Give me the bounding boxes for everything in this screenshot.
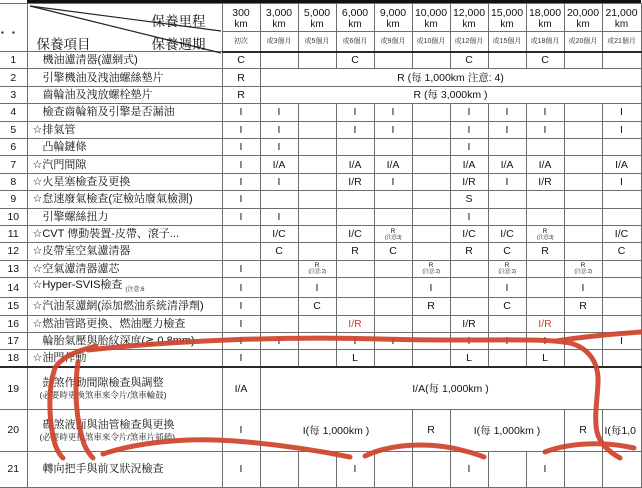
schedule-cell: I/A <box>488 156 526 173</box>
schedule-cell: C <box>336 52 374 69</box>
mileage-col-header: 300 km <box>222 4 260 32</box>
schedule-cell <box>412 156 450 173</box>
schedule-cell <box>298 451 336 487</box>
schedule-cell <box>412 173 450 190</box>
schedule-cell: R <box>412 298 450 315</box>
table-row <box>0 243 641 260</box>
schedule-cell <box>222 243 260 260</box>
schedule-cell <box>602 350 641 367</box>
row-label: ☆皮帶室空氣濾清器 <box>27 243 222 260</box>
schedule-cell <box>260 298 298 315</box>
schedule-cell <box>564 208 602 225</box>
schedule-cell: I/C <box>336 225 374 242</box>
schedule-cell <box>412 451 450 487</box>
schedule-cell: C <box>222 52 260 69</box>
table-row <box>0 121 641 138</box>
schedule-cell <box>374 208 412 225</box>
schedule-cell: I <box>222 315 260 332</box>
schedule-cell: I <box>222 156 260 173</box>
schedule-cell <box>564 138 602 155</box>
schedule-cell <box>298 191 336 208</box>
schedule-cell: I <box>488 278 526 298</box>
schedule-cell <box>412 121 450 138</box>
schedule-cell <box>450 260 488 277</box>
schedule-cell <box>298 333 336 350</box>
schedule-cell <box>298 225 336 242</box>
corner-number-header <box>0 4 27 52</box>
schedule-cell: R <box>450 243 488 260</box>
schedule-cell: C <box>526 52 564 69</box>
schedule-cell <box>260 315 298 332</box>
period-col-header: 或15個月 <box>488 32 526 52</box>
schedule-cell: I/A <box>526 156 564 173</box>
schedule-cell <box>602 138 641 155</box>
schedule-cell: R <box>526 243 564 260</box>
schedule-cell <box>564 121 602 138</box>
period-col-header: 或3個月 <box>260 32 298 52</box>
schedule-cell: I <box>374 121 412 138</box>
schedule-cell <box>602 52 641 69</box>
schedule-cell <box>564 104 602 121</box>
schedule-cell: I <box>222 409 260 451</box>
row-label: 鼓煞作動間隙檢查與調整 (必要時更換煞車來令片/煞車輪鼓) <box>27 367 222 409</box>
schedule-cell <box>336 298 374 315</box>
schedule-cell <box>412 104 450 121</box>
schedule-cell: I <box>602 104 641 121</box>
mileage-header-label: 保養里程 <box>151 14 206 29</box>
schedule-cell: I/R <box>450 173 488 190</box>
schedule-cell: R (注意: 2) <box>564 260 602 277</box>
schedule-cell: I <box>526 333 564 350</box>
table-row <box>0 86 641 103</box>
schedule-cell: R <box>222 69 260 86</box>
schedule-cell <box>564 243 602 260</box>
schedule-cell: C <box>488 298 526 315</box>
schedule-cell: I/R <box>336 173 374 190</box>
schedule-cell <box>488 191 526 208</box>
period-col-header: 或6個月 <box>336 32 374 52</box>
row-number: 2 <box>0 69 27 86</box>
period-col-header: 或5個月 <box>298 32 336 52</box>
schedule-cell: I <box>374 333 412 350</box>
schedule-cell <box>336 191 374 208</box>
schedule-cell <box>412 52 450 69</box>
table-row <box>0 173 641 190</box>
schedule-cell: I/C <box>260 225 298 242</box>
schedule-cell <box>374 451 412 487</box>
row-number: 12 <box>0 243 27 260</box>
schedule-cell: I <box>222 173 260 190</box>
schedule-cell: C <box>488 243 526 260</box>
schedule-cell: I <box>374 104 412 121</box>
schedule-cell <box>488 350 526 367</box>
row-label: 碟煞液面與油管檢查與更換 (必要時更換煞車來令片/煞車片插銷) <box>27 409 222 451</box>
row-label: ☆燃油管路更換、燃油壓力檢查 <box>27 315 222 332</box>
schedule-cell: I <box>260 333 298 350</box>
schedule-cell: I <box>336 121 374 138</box>
schedule-cell: R <box>222 86 260 103</box>
row-label: ☆汽門間隙 <box>27 156 222 173</box>
schedule-cell: I <box>488 173 526 190</box>
schedule-cell <box>488 138 526 155</box>
schedule-cell <box>602 278 641 298</box>
schedule-cell <box>526 138 564 155</box>
schedule-cell: I(每1,0 <box>602 409 641 451</box>
schedule-cell: I <box>450 208 488 225</box>
table-row <box>0 315 641 332</box>
schedule-cell: R <box>564 409 602 451</box>
schedule-cell <box>526 278 564 298</box>
row-label: 轉向把手與前叉狀況檢查 <box>27 451 222 487</box>
mileage-col-header: 18,000 km <box>526 4 564 32</box>
schedule-cell: I <box>260 138 298 155</box>
row-label: 凸輪鏈條 <box>27 138 222 155</box>
schedule-cell: I <box>526 121 564 138</box>
schedule-cell: I(每 1,000km ) <box>450 409 564 451</box>
period-col-header: 或9個月 <box>374 32 412 52</box>
row-number: 16 <box>0 315 27 332</box>
table-row <box>0 225 641 242</box>
schedule-cell: I <box>260 121 298 138</box>
row-number: 15 <box>0 298 27 315</box>
schedule-cell: I/C <box>602 225 641 242</box>
schedule-cell: R (注意: 2) <box>298 260 336 277</box>
table-row <box>0 52 641 69</box>
schedule-cell <box>336 260 374 277</box>
schedule-cell: L <box>450 350 488 367</box>
table-row <box>0 208 641 225</box>
schedule-cell: I <box>222 191 260 208</box>
schedule-cell: I <box>222 121 260 138</box>
schedule-cell <box>298 104 336 121</box>
schedule-cell <box>602 191 641 208</box>
maintenance-table <box>0 3 642 488</box>
period-col-header: 或20個月 <box>564 32 602 52</box>
schedule-cell <box>374 350 412 367</box>
mileage-col-header: 6,000 km <box>336 4 374 32</box>
mileage-col-header: 3,000 km <box>260 4 298 32</box>
period-col-header: 或10個月 <box>412 32 450 52</box>
schedule-cell: I <box>222 451 260 487</box>
schedule-cell: S <box>450 191 488 208</box>
schedule-cell: I <box>450 451 488 487</box>
schedule-cell <box>336 278 374 298</box>
schedule-cell <box>298 315 336 332</box>
table-row <box>0 260 641 277</box>
row-label: 機油濾清器(濾網式) <box>27 52 222 69</box>
row-number: 5 <box>0 121 27 138</box>
schedule-cell: I <box>450 138 488 155</box>
schedule-cell: I <box>564 278 602 298</box>
row-label: ☆火星塞檢查及更換 <box>27 173 222 190</box>
schedule-cell <box>564 173 602 190</box>
row-label-note: (注意:6 <box>125 287 145 294</box>
mileage-col-header: 5,000 km <box>298 4 336 32</box>
mileage-col-header: 21,000 km <box>602 4 641 32</box>
schedule-cell: C <box>602 243 641 260</box>
table-row <box>0 278 641 298</box>
row-number: 10 <box>0 208 27 225</box>
row-number: 9 <box>0 191 27 208</box>
schedule-cell <box>488 315 526 332</box>
row-number: 7 <box>0 156 27 173</box>
schedule-cell <box>298 350 336 367</box>
schedule-cell: I <box>222 333 260 350</box>
period-col-header: 或18個月 <box>526 32 564 52</box>
schedule-cell <box>374 298 412 315</box>
schedule-cell: R (注意: 2) <box>412 260 450 277</box>
schedule-cell: R <box>412 409 450 451</box>
mileage-col-header: 10,000 km <box>412 4 450 32</box>
row-number: 21 <box>0 451 27 487</box>
schedule-cell <box>412 333 450 350</box>
row-label: ☆油門作動 <box>27 350 222 367</box>
schedule-cell: I <box>260 104 298 121</box>
schedule-cell <box>298 243 336 260</box>
schedule-cell: I <box>602 121 641 138</box>
row-label: 引擎機油及洩油螺絲墊片 <box>27 69 222 86</box>
schedule-cell: I/R <box>526 315 564 332</box>
schedule-cell <box>488 52 526 69</box>
schedule-cell <box>260 451 298 487</box>
schedule-cell <box>260 52 298 69</box>
schedule-cell: I/C <box>488 225 526 242</box>
schedule-cell <box>564 315 602 332</box>
table-row <box>0 138 641 155</box>
schedule-cell <box>260 260 298 277</box>
schedule-cell <box>260 350 298 367</box>
schedule-cell: I/A <box>602 156 641 173</box>
schedule-cell <box>450 278 488 298</box>
schedule-cell <box>298 208 336 225</box>
table-row <box>0 298 641 315</box>
schedule-cell <box>412 315 450 332</box>
schedule-cell: I <box>526 451 564 487</box>
schedule-cell <box>412 138 450 155</box>
schedule-cell: I/R <box>336 315 374 332</box>
schedule-cell <box>564 350 602 367</box>
row-number: 20 <box>0 409 27 451</box>
schedule-cell: I/C <box>450 225 488 242</box>
schedule-cell <box>298 52 336 69</box>
schedule-cell: R (每 3,000km ) <box>260 86 641 103</box>
table-row <box>0 69 641 86</box>
schedule-cell: I <box>450 104 488 121</box>
schedule-cell <box>526 191 564 208</box>
row-number: 3 <box>0 86 27 103</box>
row-number: 4 <box>0 104 27 121</box>
table-row <box>0 156 641 173</box>
schedule-cell <box>564 191 602 208</box>
table-row <box>0 333 641 350</box>
row-number: 18 <box>0 350 27 367</box>
schedule-cell: I <box>374 173 412 190</box>
schedule-cell: L <box>526 350 564 367</box>
schedule-cell <box>602 260 641 277</box>
schedule-cell <box>564 225 602 242</box>
row-sublabel: (必要時更換煞車來令片/煞車輪鼓) <box>39 390 167 401</box>
schedule-cell: R (注意:3) <box>374 225 412 242</box>
schedule-cell: I <box>602 173 641 190</box>
schedule-cell <box>602 451 641 487</box>
schedule-cell: C <box>450 52 488 69</box>
schedule-cell: I <box>412 278 450 298</box>
schedule-cell <box>412 191 450 208</box>
schedule-cell: I <box>488 121 526 138</box>
schedule-cell <box>526 260 564 277</box>
row-label: 輪胎氣壓與胎紋深度(≧ 0.8mm) <box>27 333 222 350</box>
row-label: ☆排氣管 <box>27 121 222 138</box>
row-number: 17 <box>0 333 27 350</box>
schedule-cell <box>602 298 641 315</box>
mileage-col-header: 20,000 km <box>564 4 602 32</box>
schedule-cell: R (每 1,000km 注意: 4) <box>260 69 641 86</box>
schedule-cell: R <box>336 243 374 260</box>
corner-dots: ▪ ▪ <box>1 28 18 37</box>
schedule-cell <box>488 451 526 487</box>
row-label: ☆怠速廢氣檢查(定檢站廢氣檢測) <box>27 191 222 208</box>
schedule-cell: I <box>260 173 298 190</box>
row-label: 引擎螺絲扭力 <box>27 208 222 225</box>
schedule-cell: I/A <box>336 156 374 173</box>
schedule-cell <box>298 156 336 173</box>
schedule-cell: I <box>222 260 260 277</box>
table-row <box>0 367 641 409</box>
schedule-cell: I <box>222 278 260 298</box>
schedule-cell <box>298 138 336 155</box>
schedule-cell: C <box>374 243 412 260</box>
schedule-cell <box>374 315 412 332</box>
schedule-cell <box>488 208 526 225</box>
schedule-cell <box>602 208 641 225</box>
schedule-cell: I <box>222 138 260 155</box>
schedule-cell: R <box>564 298 602 315</box>
schedule-cell: I <box>222 208 260 225</box>
schedule-cell: I <box>336 333 374 350</box>
schedule-cell: I/A <box>450 156 488 173</box>
row-number: 8 <box>0 173 27 190</box>
schedule-cell <box>412 243 450 260</box>
table-row <box>0 191 641 208</box>
schedule-cell: R (注意: 2) <box>488 260 526 277</box>
schedule-cell <box>298 121 336 138</box>
row-number: 6 <box>0 138 27 155</box>
table-row <box>0 409 641 451</box>
row-number: 19 <box>0 367 27 409</box>
schedule-cell: I <box>526 104 564 121</box>
schedule-cell: I <box>450 333 488 350</box>
schedule-cell <box>564 451 602 487</box>
schedule-cell <box>564 52 602 69</box>
schedule-cell: I <box>450 121 488 138</box>
schedule-cell: I <box>602 333 641 350</box>
schedule-cell <box>374 191 412 208</box>
row-label: 檢查齒輪箱及引擎是否漏油 <box>27 104 222 121</box>
mileage-col-header: 15,000 km <box>488 4 526 32</box>
schedule-cell: I/R <box>526 173 564 190</box>
row-number: 14 <box>0 278 27 298</box>
schedule-cell <box>412 225 450 242</box>
schedule-cell: I/A <box>260 156 298 173</box>
schedule-cell <box>450 298 488 315</box>
row-label: 齒輪油及洩放螺栓墊片 <box>27 86 222 103</box>
row-label: ☆Hyper-SVIS檢查 $_{(注意:6}$ <box>27 278 222 298</box>
row-label: ☆空氣濾清器濾芯 <box>27 260 222 277</box>
row-label: ☆CVT 傳動裝置-皮帶、滾子... <box>27 225 222 242</box>
schedule-cell <box>564 333 602 350</box>
period-col-header: 或12個月 <box>450 32 488 52</box>
header-corner-cell <box>27 4 222 52</box>
schedule-cell <box>336 208 374 225</box>
schedule-cell: C <box>298 298 336 315</box>
schedule-cell <box>412 208 450 225</box>
table-row <box>0 104 641 121</box>
mileage-col-header: 9,000 km <box>374 4 412 32</box>
row-label: ☆汽油泵濾網(添加燃油系統清淨劑) <box>27 298 222 315</box>
item-header-label: 保養項目 <box>36 37 91 52</box>
schedule-cell <box>374 52 412 69</box>
schedule-cell <box>374 138 412 155</box>
schedule-cell: I <box>222 298 260 315</box>
schedule-cell <box>526 208 564 225</box>
schedule-cell: I <box>260 208 298 225</box>
schedule-cell: I <box>488 333 526 350</box>
row-number: 1 <box>0 52 27 69</box>
schedule-cell: I <box>298 278 336 298</box>
schedule-cell <box>602 315 641 332</box>
schedule-cell: I/A <box>222 367 260 409</box>
schedule-cell: I/A <box>374 156 412 173</box>
schedule-cell: I <box>222 104 260 121</box>
schedule-cell: I(每 1,000km ) <box>260 409 412 451</box>
schedule-cell <box>374 260 412 277</box>
schedule-cell: I/R <box>450 315 488 332</box>
schedule-cell <box>564 156 602 173</box>
period-col-header: 初次 <box>222 32 260 52</box>
schedule-cell <box>260 278 298 298</box>
schedule-cell: R (注意:3) <box>526 225 564 242</box>
period-header-label: 保養週期 <box>151 37 206 52</box>
row-number: 13 <box>0 260 27 277</box>
schedule-cell: I <box>336 451 374 487</box>
schedule-cell: I/A(每 1,000km ) <box>260 367 641 409</box>
schedule-cell <box>526 298 564 315</box>
schedule-cell: I <box>336 104 374 121</box>
schedule-cell: I <box>488 104 526 121</box>
schedule-cell: I <box>222 350 260 367</box>
mileage-col-header: 12,000 km <box>450 4 488 32</box>
schedule-cell <box>260 191 298 208</box>
schedule-cell <box>222 225 260 242</box>
schedule-cell <box>336 138 374 155</box>
table-row <box>0 451 641 487</box>
period-col-header: 或21個月 <box>602 32 641 52</box>
table-row <box>0 350 641 367</box>
schedule-cell <box>412 350 450 367</box>
row-number: 11 <box>0 225 27 242</box>
row-sublabel: (必要時更換煞車來令片/煞車片插銷) <box>39 431 176 442</box>
schedule-cell: L <box>336 350 374 367</box>
schedule-cell <box>374 278 412 298</box>
schedule-cell <box>298 173 336 190</box>
schedule-cell: C <box>260 243 298 260</box>
